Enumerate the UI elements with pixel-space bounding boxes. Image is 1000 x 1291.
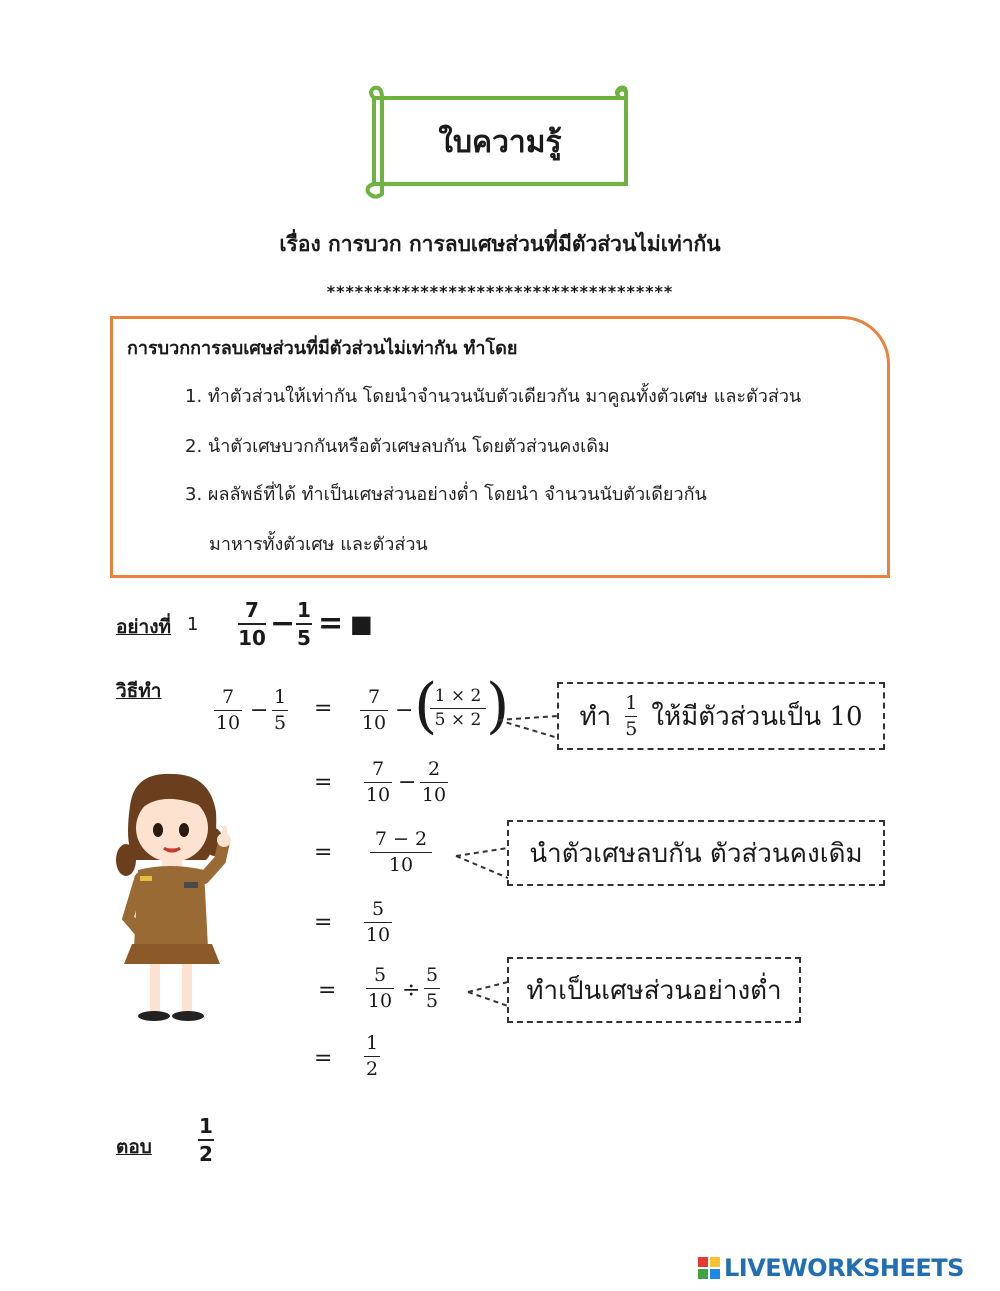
equals-5: = — [318, 978, 337, 1003]
equals-4: = — [314, 910, 333, 935]
banner-title: ใบความรู้ — [438, 124, 562, 160]
info-step-3-cont: มาหารทั้งตัวเศษ และตัวส่วน — [209, 534, 428, 555]
method-label: วิธีทำ — [116, 680, 162, 702]
equals-6: = — [314, 1046, 333, 1071]
s4-fraction: 5 10 — [365, 898, 391, 946]
problem-fraction-a: 7 10 — [238, 598, 266, 650]
divider-stars: ************************************* — [326, 282, 674, 301]
info-step-2: 2. นำตัวเศษบวกกันหรือตัวเศษลบกัน โดยตัวส่วนคงเดิม — [185, 436, 610, 457]
s1-fraction-b: 1 × 2 5 × 2 — [430, 688, 486, 729]
info-heading: การบวกการลบเศษส่วนที่มีตัวส่วนไม่เท่ากัน ทำโดย — [127, 338, 518, 359]
problem-equals: = — [318, 606, 344, 641]
lhs-minus: − — [250, 698, 269, 723]
right-paren: ) — [486, 671, 510, 741]
lhs-fraction-b: 1 5 — [273, 686, 287, 734]
example-number: 1 — [187, 614, 199, 635]
equals-1: = — [314, 696, 333, 721]
answer-fraction: 1 2 — [199, 1114, 213, 1166]
callout-2-pointer — [454, 842, 510, 882]
s5-divide: ÷ — [402, 978, 421, 1003]
info-step-1: 1. ทำตัวส่วนให้เท่ากัน โดยนำจำนวนนับตัวเดียวกัน มาคูณทั้งตัวเศษ และตัวส่วน — [185, 386, 802, 407]
info-box — [110, 316, 890, 578]
s1-minus: − — [395, 698, 414, 723]
s3-fraction: 7 − 2 10 — [370, 830, 432, 875]
problem-fraction-b: 1 5 — [297, 598, 311, 650]
s1-fraction-a: 7 10 — [361, 686, 387, 734]
brand-text: LIVEWORKSHEETS — [724, 1254, 964, 1282]
s5-fraction-a: 5 10 — [367, 964, 393, 1012]
equals-3: = — [314, 840, 333, 865]
s2-minus: − — [398, 770, 417, 795]
callout-1-fraction: $\frac{1}{5}$ — [625, 691, 638, 740]
callout-1-pointer — [496, 700, 560, 740]
example-label: อย่างที่ — [116, 616, 172, 638]
teacher-illustration — [110, 768, 240, 1024]
answer-box-symbol: ■ — [350, 610, 373, 638]
s2-fraction-a: 7 10 — [365, 758, 391, 806]
s6-fraction: 1 2 — [365, 1032, 379, 1080]
callout-2: นำตัวเศษลบกัน ตัวส่วนคงเดิม — [507, 820, 885, 886]
problem-minus: − — [270, 606, 296, 641]
callout-3: ทำเป็นเศษส่วนอย่างต่ำ — [507, 957, 801, 1023]
lhs-fraction-a: 7 10 — [215, 686, 241, 734]
liveworksheets-logo — [698, 1254, 964, 1282]
callout-1-text: ให้มีตัวส่วนเป็น 10 — [651, 701, 863, 732]
callout-3-pointer — [466, 980, 510, 1010]
callout-1 — [557, 682, 885, 750]
lesson-subject: เรื่อง การบวก การลบเศษส่วนที่มีตัวส่วนไม่เท่ากัน — [279, 232, 721, 256]
equals-2: = — [314, 770, 333, 795]
left-paren: ( — [414, 671, 438, 741]
info-step-3: 3. ผลลัพธ์ที่ได้ ทำเป็นเศษส่วนอย่างต่ำ โดยนำ จำนวนนับตัวเดียวกัน — [185, 484, 707, 505]
answer-label: ตอบ — [116, 1136, 152, 1158]
s5-fraction-b: 5 5 — [425, 964, 439, 1012]
s2-fraction-b: 2 10 — [421, 758, 447, 806]
logo-squares-icon — [698, 1257, 720, 1279]
callout-1-prefix: ทำ — [579, 701, 612, 732]
